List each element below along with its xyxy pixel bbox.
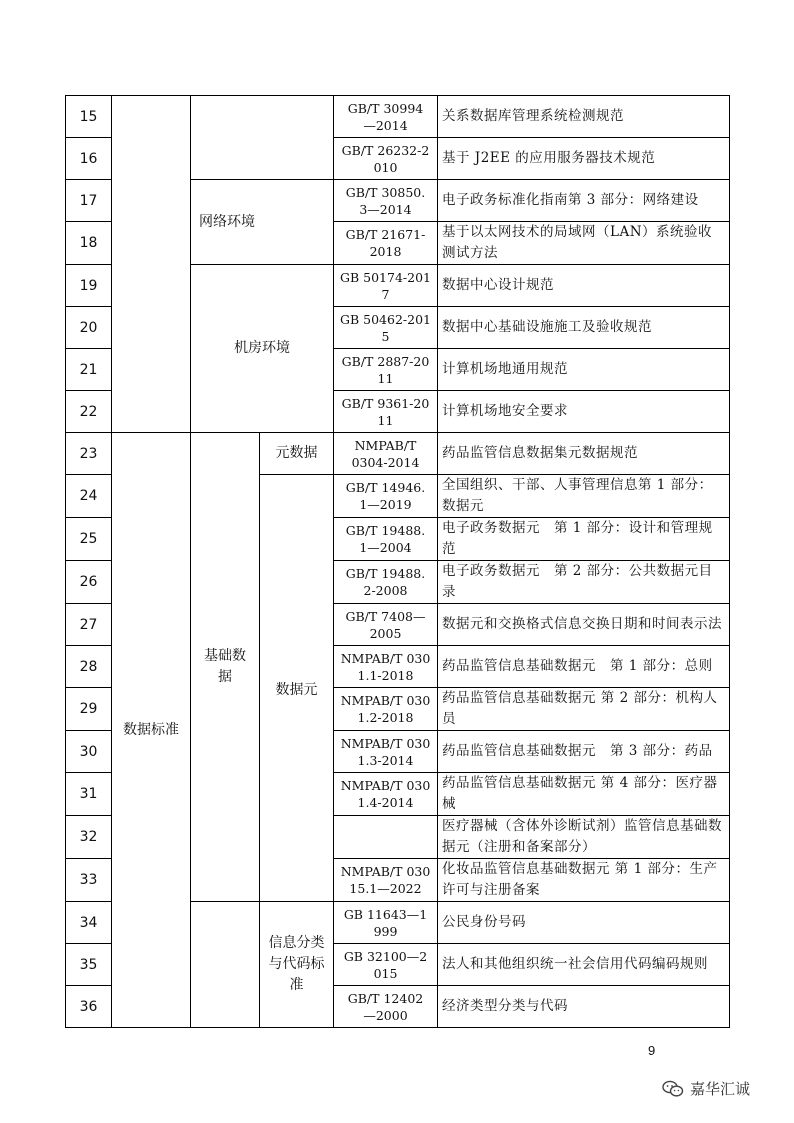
row-number: 36 [66, 986, 112, 1028]
standard-code: GB 11643—1 999 [334, 902, 438, 944]
standard-name: 基于以太网技术的局域网（LAN）系统验收测试方法 [438, 222, 730, 265]
row-number: 21 [66, 349, 112, 391]
standard-code: GB 50174-201 7 [334, 265, 438, 307]
category-data-element: 数据元 [260, 475, 334, 902]
standard-name: 电子政务数据元 第 2 部分：公共数据元目录 [438, 561, 730, 604]
standard-code: GB/T 26232-2 010 [334, 138, 438, 180]
standard-name: 药品监管信息基础数据元 第 4 部分：医疗器械 [438, 773, 730, 816]
row-number: 15 [66, 96, 112, 138]
row-number: 34 [66, 902, 112, 944]
row-number: 20 [66, 307, 112, 349]
standard-code: GB/T 21671- 2018 [334, 222, 438, 265]
standard-code: NMPAB/T 0304-2014 [334, 433, 438, 475]
row-number: 25 [66, 518, 112, 561]
subcategory-blank [191, 96, 334, 180]
standard-name: 经济类型分类与代码 [438, 986, 730, 1028]
row-number: 26 [66, 561, 112, 604]
row-number: 31 [66, 773, 112, 816]
standard-code: NMPAB/T 030 15.1—2022 [334, 859, 438, 902]
standard-name: 药品监管信息基础数据元 第 1 部分：总则 [438, 646, 730, 688]
standard-name: 公民身份号码 [438, 902, 730, 944]
row-number: 24 [66, 475, 112, 518]
row-number: 33 [66, 859, 112, 902]
standard-name: 关系数据库管理系统检测规范 [438, 96, 730, 138]
standard-name: 药品监管信息数据集元数据规范 [438, 433, 730, 475]
category-metadata: 元数据 [260, 433, 334, 475]
row-number: 27 [66, 604, 112, 646]
row-number: 17 [66, 180, 112, 222]
row-number: 22 [66, 391, 112, 433]
table-row [66, 96, 730, 138]
standard-name: 计算机场地安全要求 [438, 391, 730, 433]
row-number: 23 [66, 433, 112, 475]
standard-code: GB/T 30850. 3—2014 [334, 180, 438, 222]
standard-name: 计算机场地通用规范 [438, 349, 730, 391]
category-network: 网络环境 [191, 180, 334, 265]
standard-name: 数据中心基础设施施工及验收规范 [438, 307, 730, 349]
standard-name: 数据元和交换格式信息交换日期和时间表示法 [438, 604, 730, 646]
category-data-standard: 数据标准 [112, 433, 191, 1028]
standard-code: GB/T 9361-20 11 [334, 391, 438, 433]
standard-name: 电子政务标准化指南第 3 部分：网络建设 [438, 180, 730, 222]
standard-code: NMPAB/T 030 1.2-2018 [334, 688, 438, 731]
standard-name: 电子政务数据元 第 1 部分：设计和管理规范 [438, 518, 730, 561]
table-row [66, 433, 730, 475]
standard-code: GB/T 19488. 1—2004 [334, 518, 438, 561]
standard-name: 法人和其他组织统一社会信用代码编码规则 [438, 944, 730, 986]
category-classification: 信息分类 与代码标 准 [260, 902, 334, 1028]
standard-code: NMPAB/T 030 1.4-2014 [334, 773, 438, 816]
standard-name: 化妆品监管信息基础数据元 第 1 部分：生产许可与注册备案 [438, 859, 730, 902]
watermark-text: 嘉华汇诚 [690, 1080, 751, 1098]
category-basic-data: 基础数 据 [191, 433, 260, 902]
row-number: 19 [66, 265, 112, 307]
row-number: 30 [66, 731, 112, 773]
standard-code: GB 32100—2 015 [334, 944, 438, 986]
standard-name: 药品监管信息基础数据元 第 3 部分：药品 [438, 731, 730, 773]
standard-name: 全国组织、干部、人事管理信息第 1 部分：数据元 [438, 475, 730, 518]
standard-name: 基于 J2EE 的应用服务器技术规范 [438, 138, 730, 180]
standard-code: GB/T 2887-20 11 [334, 349, 438, 391]
standard-code: GB/T 14946. 1—2019 [334, 475, 438, 518]
standard-code: GB/T 7408— 2005 [334, 604, 438, 646]
standard-code: GB 50462-201 5 [334, 307, 438, 349]
standard-name: 数据中心设计规范 [438, 265, 730, 307]
row-number: 18 [66, 222, 112, 265]
row-number: 35 [66, 944, 112, 986]
subcategory-blank [191, 902, 260, 1028]
watermark [662, 1078, 750, 1099]
standard-name: 药品监管信息基础数据元 第 2 部分：机构人员 [438, 688, 730, 731]
standard-code: NMPAB/T 030 1.3-2014 [334, 731, 438, 773]
standard-code: GB/T 19488. 2-2008 [334, 561, 438, 604]
standards-table [65, 95, 730, 1028]
wechat-icon [662, 1080, 684, 1098]
standard-name: 医疗器械（含体外诊断试剂）监管信息基础数据元（注册和备案部分） [438, 816, 730, 859]
row-number: 32 [66, 816, 112, 859]
page-number: 9 [648, 1043, 656, 1058]
category-room: 机房环境 [191, 265, 334, 433]
standard-code: NMPAB/T 030 1.1-2018 [334, 646, 438, 688]
category-blank [112, 96, 191, 433]
row-number: 16 [66, 138, 112, 180]
standard-code [334, 816, 438, 859]
row-number: 29 [66, 688, 112, 731]
row-number: 28 [66, 646, 112, 688]
standard-code: GB/T 12402 —2000 [334, 986, 438, 1028]
standard-code: GB/T 30994 —2014 [334, 96, 438, 138]
